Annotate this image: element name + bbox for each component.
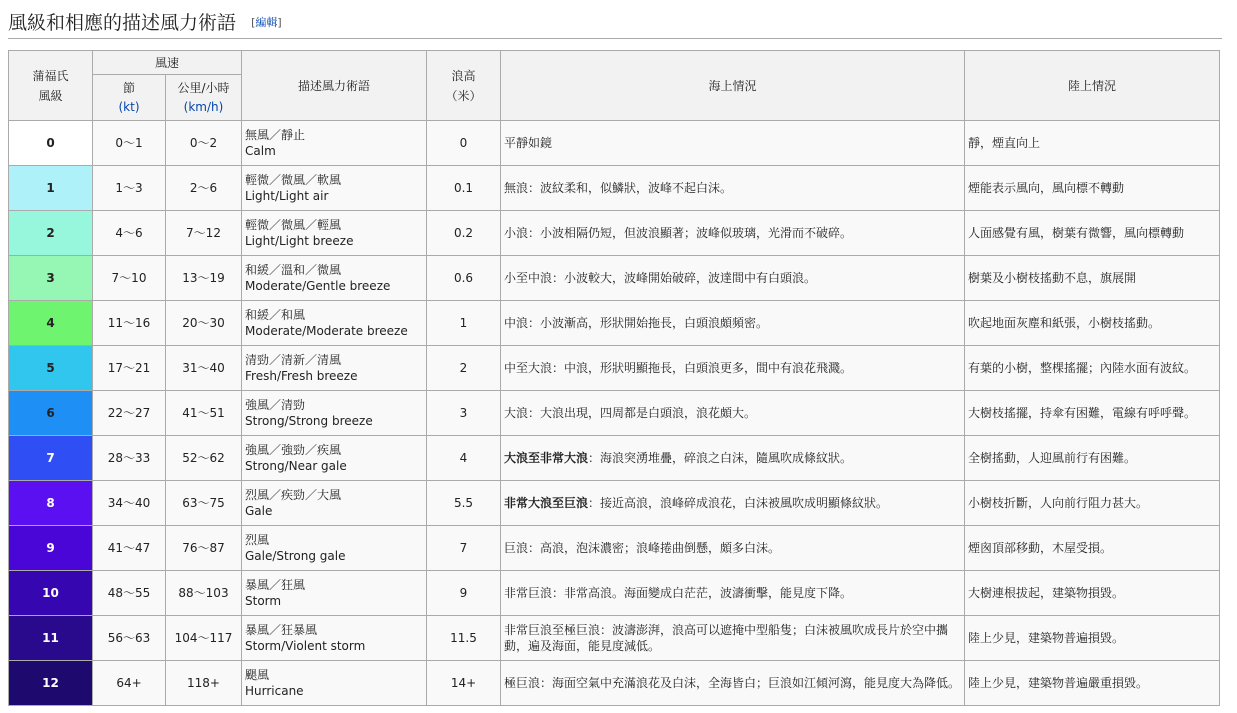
sea-condition-cell bbox=[501, 346, 965, 391]
term-cell bbox=[242, 121, 427, 166]
knots-cell: 4～6 bbox=[93, 211, 166, 256]
term-en: Calm bbox=[245, 144, 276, 158]
knots-cell: 64+ bbox=[93, 661, 166, 706]
header-knots-label: 節 bbox=[122, 80, 135, 95]
land-condition-cell: 靜，煙直向上 bbox=[965, 121, 1220, 166]
force-cell bbox=[9, 346, 93, 391]
term-en: Light/Light air bbox=[245, 189, 329, 203]
land-condition-cell: 樹葉及小樹枝搖動不息，旗展開 bbox=[965, 256, 1220, 301]
sea-condition-text: 巨浪：高浪，泡沫濃密；浪峰捲曲倒懸，頗多白沫。 bbox=[504, 541, 781, 555]
table-row bbox=[9, 211, 1220, 256]
force-value: 6 bbox=[46, 406, 55, 420]
sea-condition-text: ：海浪突湧堆疊，碎浪之白沫，隨風吹成條紋狀。 bbox=[588, 451, 853, 465]
term-zh: 清勁／清新／清風 bbox=[245, 353, 342, 367]
header-wind-speed: 風速 bbox=[93, 51, 242, 75]
term-en: Fresh/Fresh breeze bbox=[245, 369, 358, 383]
term-cell bbox=[242, 436, 427, 481]
term-en: Moderate/Gentle breeze bbox=[245, 279, 391, 293]
kmh-cell: 31～40 bbox=[166, 346, 242, 391]
force-value: 8 bbox=[46, 496, 55, 510]
wave-height-cell: 2 bbox=[427, 346, 501, 391]
force-value: 11 bbox=[42, 631, 59, 645]
knots-cell: 17～21 bbox=[93, 346, 166, 391]
table-row bbox=[9, 616, 1220, 661]
term-en: Light/Light breeze bbox=[245, 234, 354, 248]
term-cell bbox=[242, 211, 427, 256]
sea-condition-text: 非常巨浪至極巨浪：波濤澎湃，浪高可以遮掩中型船隻；白沫被風吹成長片於空中攜動，遍及海面，能見度減低。 bbox=[504, 623, 949, 653]
knots-cell: 0～1 bbox=[93, 121, 166, 166]
term-en: Storm/Violent storm bbox=[245, 639, 366, 653]
wave-height-cell: 1 bbox=[427, 301, 501, 346]
header-knots-unit: (kt) bbox=[118, 99, 140, 114]
force-cell bbox=[9, 121, 93, 166]
sea-condition-cell bbox=[501, 391, 965, 436]
force-cell bbox=[9, 166, 93, 211]
table-row bbox=[9, 346, 1220, 391]
term-zh: 輕微／微風／軟風 bbox=[245, 173, 342, 187]
table-row bbox=[9, 571, 1220, 616]
sea-condition-cell bbox=[501, 436, 965, 481]
header-knots bbox=[93, 75, 166, 121]
term-cell bbox=[242, 346, 427, 391]
sea-condition-cell bbox=[501, 211, 965, 256]
force-value: 1 bbox=[46, 181, 55, 195]
table-row bbox=[9, 256, 1220, 301]
force-value: 9 bbox=[46, 541, 55, 555]
sea-condition-text: 大浪：大浪出現，四周都是白頭浪，浪花頗大。 bbox=[504, 406, 757, 420]
knots-cell: 7～10 bbox=[93, 256, 166, 301]
kmh-cell: 41～51 bbox=[166, 391, 242, 436]
wave-height-cell: 0.2 bbox=[427, 211, 501, 256]
knots-cell: 34～40 bbox=[93, 481, 166, 526]
wave-height-cell: 0.6 bbox=[427, 256, 501, 301]
term-en: Moderate/Moderate breeze bbox=[245, 324, 408, 338]
term-cell bbox=[242, 526, 427, 571]
sea-condition-cell bbox=[501, 481, 965, 526]
force-value: 0 bbox=[46, 136, 55, 150]
term-zh: 和緩／溫和／微風 bbox=[245, 263, 342, 277]
kmh-cell: 104～117 bbox=[166, 616, 242, 661]
table-row bbox=[9, 436, 1220, 481]
term-zh: 強風／強勁／疾風 bbox=[245, 443, 342, 457]
sea-condition-text: 無浪：波紋柔和，似鱗狀，波峰不起白沫。 bbox=[504, 181, 733, 195]
sea-condition-cell bbox=[501, 571, 965, 616]
header-sea-conditions: 海上情況 bbox=[501, 51, 965, 121]
knots-cell: 11～16 bbox=[93, 301, 166, 346]
knots-cell: 56～63 bbox=[93, 616, 166, 661]
force-cell bbox=[9, 481, 93, 526]
term-en: Strong/Strong breeze bbox=[245, 414, 373, 428]
sea-condition-text: 非常巨浪：非常高浪。海面變成白茫茫，波濤衝擊，能見度下降。 bbox=[504, 586, 853, 600]
knots-cell: 1～3 bbox=[93, 166, 166, 211]
header-wave-height: 浪高 （米） bbox=[427, 51, 501, 121]
table-row bbox=[9, 301, 1220, 346]
wave-height-cell: 11.5 bbox=[427, 616, 501, 661]
sea-condition-text: 中浪：小波漸高，形狀開始拖長，白頭浪頗頻密。 bbox=[504, 316, 769, 330]
term-en: Strong/Near gale bbox=[245, 459, 347, 473]
wave-height-cell: 4 bbox=[427, 436, 501, 481]
force-cell bbox=[9, 301, 93, 346]
sea-condition-text: 極巨浪：海面空氣中充滿浪花及白沫，全海皆白；巨浪如江傾河瀉，能見度大為降低。 bbox=[504, 676, 961, 690]
sea-condition-cell bbox=[501, 121, 965, 166]
table-row bbox=[9, 166, 1220, 211]
sea-condition-lead: 非常大浪至巨浪 bbox=[504, 496, 589, 510]
wave-height-cell: 14+ bbox=[427, 661, 501, 706]
land-condition-cell: 陸上少見，建築物普遍嚴重損毀。 bbox=[965, 661, 1220, 706]
land-condition-cell: 大樹枝搖擺，持傘有困難，電線有呼呼聲。 bbox=[965, 391, 1220, 436]
force-value: 4 bbox=[46, 316, 55, 330]
land-condition-cell: 吹起地面灰塵和紙張，小樹枝搖動。 bbox=[965, 301, 1220, 346]
kmh-cell: 63～75 bbox=[166, 481, 242, 526]
table-row bbox=[9, 481, 1220, 526]
kmh-cell: 20～30 bbox=[166, 301, 242, 346]
kmh-cell: 13～19 bbox=[166, 256, 242, 301]
sea-condition-cell bbox=[501, 526, 965, 571]
term-cell bbox=[242, 661, 427, 706]
table-row bbox=[9, 526, 1220, 571]
knots-cell: 22～27 bbox=[93, 391, 166, 436]
sea-condition-cell bbox=[501, 661, 965, 706]
section-title: 風級和相應的描述風力術語 bbox=[8, 12, 237, 34]
term-cell bbox=[242, 481, 427, 526]
header-land-conditions: 陸上情況 bbox=[965, 51, 1220, 121]
land-condition-cell: 煙囪頂部移動，木屋受損。 bbox=[965, 526, 1220, 571]
term-zh: 輕微／微風／輕風 bbox=[245, 218, 342, 232]
wave-height-cell: 9 bbox=[427, 571, 501, 616]
wave-height-cell: 0.1 bbox=[427, 166, 501, 211]
term-en: Gale/Strong gale bbox=[245, 549, 346, 563]
term-zh: 暴風／狂暴風 bbox=[245, 623, 318, 637]
force-value: 10 bbox=[42, 586, 59, 600]
term-cell bbox=[242, 616, 427, 661]
force-cell bbox=[9, 616, 93, 661]
wave-height-cell: 5.5 bbox=[427, 481, 501, 526]
sea-condition-text: ：接近高浪，浪峰碎成浪花，白沫被風吹成明顯條紋狀。 bbox=[588, 496, 889, 510]
header-kmh-label: 公里/小時 bbox=[177, 80, 230, 95]
knots-cell: 28～33 bbox=[93, 436, 166, 481]
force-value: 7 bbox=[46, 451, 55, 465]
sea-condition-text: 中至大浪：中浪，形狀明顯拖長，白頭浪更多，間中有浪花飛濺。 bbox=[504, 361, 853, 375]
force-value: 2 bbox=[46, 226, 55, 240]
kmh-cell: 76～87 bbox=[166, 526, 242, 571]
sea-condition-text: 平靜如鏡 bbox=[504, 136, 553, 150]
term-en: Storm bbox=[245, 594, 282, 608]
term-zh: 無風／靜止 bbox=[245, 128, 306, 142]
edit-link[interactable]: 編輯 bbox=[255, 16, 278, 29]
land-condition-cell: 陸上少見，建築物普遍損毀。 bbox=[965, 616, 1220, 661]
kmh-cell: 52～62 bbox=[166, 436, 242, 481]
header-force: 蒲福氏 風級 bbox=[9, 51, 93, 121]
header-kmh bbox=[166, 75, 242, 121]
land-condition-cell: 煙能表示風向，風向標不轉動 bbox=[965, 166, 1220, 211]
sea-condition-text: 小至中浪：小波較大，波峰開始破碎，波達間中有白頭浪。 bbox=[504, 271, 817, 285]
term-zh: 和緩／和風 bbox=[245, 308, 306, 322]
section-heading bbox=[8, 10, 1222, 39]
force-value: 3 bbox=[46, 271, 55, 285]
term-cell bbox=[242, 301, 427, 346]
kmh-cell: 2～6 bbox=[166, 166, 242, 211]
land-condition-cell: 大樹連根拔起，建築物損毀。 bbox=[965, 571, 1220, 616]
term-cell bbox=[242, 571, 427, 616]
kmh-cell: 7～12 bbox=[166, 211, 242, 256]
edit-section: [編輯] bbox=[251, 16, 282, 29]
beaufort-table bbox=[8, 50, 1220, 706]
sea-condition-cell bbox=[501, 616, 965, 661]
term-zh: 強風／清勁 bbox=[245, 398, 306, 412]
term-en: Gale bbox=[245, 504, 273, 518]
knots-cell: 41～47 bbox=[93, 526, 166, 571]
table-row bbox=[9, 391, 1220, 436]
sea-condition-cell bbox=[501, 166, 965, 211]
knots-cell: 48～55 bbox=[93, 571, 166, 616]
land-condition-cell: 小樹枝折斷，人向前行阻力甚大。 bbox=[965, 481, 1220, 526]
term-zh: 颶風 bbox=[245, 668, 270, 682]
wave-height-cell: 7 bbox=[427, 526, 501, 571]
wave-height-cell: 0 bbox=[427, 121, 501, 166]
kmh-cell: 88～103 bbox=[166, 571, 242, 616]
force-cell bbox=[9, 661, 93, 706]
land-condition-cell: 人面感覺有風，樹葉有微響，風向標轉動 bbox=[965, 211, 1220, 256]
kmh-cell: 118+ bbox=[166, 661, 242, 706]
table-row bbox=[9, 121, 1220, 166]
force-cell bbox=[9, 526, 93, 571]
land-condition-cell: 全樹搖動，人迎風前行有困難。 bbox=[965, 436, 1220, 481]
term-zh: 暴風／狂風 bbox=[245, 578, 306, 592]
force-cell bbox=[9, 211, 93, 256]
sea-condition-cell bbox=[501, 256, 965, 301]
table-row bbox=[9, 661, 1220, 706]
force-cell bbox=[9, 391, 93, 436]
term-cell bbox=[242, 256, 427, 301]
force-cell bbox=[9, 436, 93, 481]
term-zh: 烈風 bbox=[245, 533, 270, 547]
force-value: 5 bbox=[46, 361, 55, 375]
term-en: Hurricane bbox=[245, 684, 304, 698]
kmh-cell: 0～2 bbox=[166, 121, 242, 166]
sea-condition-lead: 大浪至非常大浪 bbox=[504, 451, 589, 465]
term-zh: 烈風／疾勁／大風 bbox=[245, 488, 342, 502]
land-condition-cell: 有葉的小樹，整棵搖擺；內陸水面有波紋。 bbox=[965, 346, 1220, 391]
sea-condition-text: 小浪：小波相隔仍短，但波浪顯著；波峰似玻璃，光滑而不破碎。 bbox=[504, 226, 853, 240]
header-kmh-unit: (km/h) bbox=[183, 99, 224, 114]
force-cell bbox=[9, 256, 93, 301]
force-cell bbox=[9, 571, 93, 616]
sea-condition-cell bbox=[501, 301, 965, 346]
term-cell bbox=[242, 391, 427, 436]
force-value: 12 bbox=[42, 676, 59, 690]
term-cell bbox=[242, 166, 427, 211]
wave-height-cell: 3 bbox=[427, 391, 501, 436]
header-term: 描述風力術語 bbox=[242, 51, 427, 121]
